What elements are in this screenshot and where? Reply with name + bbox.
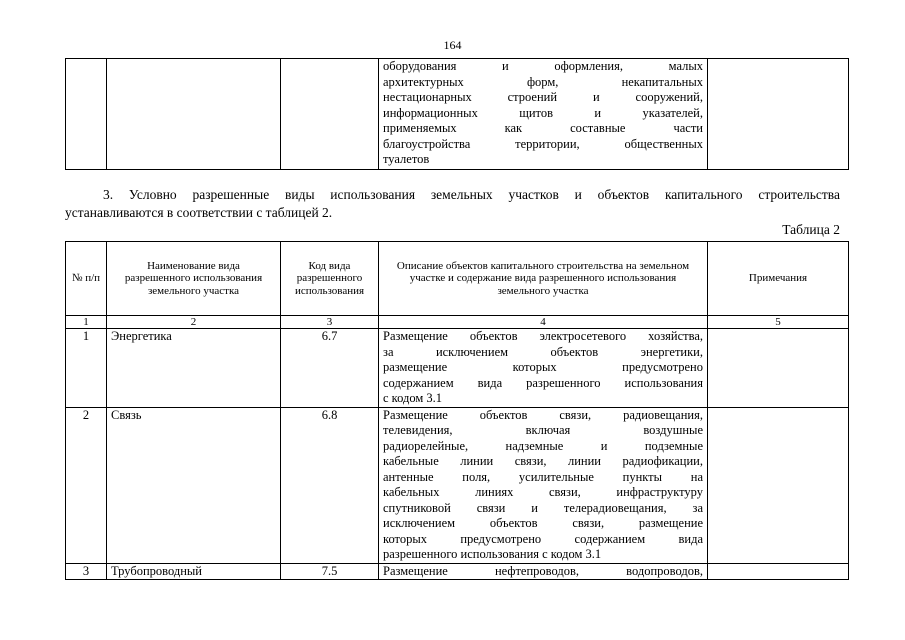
row-code: 6.8 [281, 407, 379, 563]
cont-description-cell [379, 59, 708, 170]
description-line: разрешенного использования с кодом 3.1 [383, 547, 602, 561]
row-code: 7.5 [281, 563, 379, 580]
row-notes [708, 407, 849, 563]
row-name: Энергетика [107, 329, 281, 408]
column-number: 4 [379, 316, 708, 329]
table-row [66, 407, 849, 563]
column-number: 1 [66, 316, 107, 329]
header-name: Наименование вида разрешенного использования земельного участка [107, 242, 281, 316]
column-number: 3 [281, 316, 379, 329]
description-line: туалетов [383, 152, 430, 166]
paragraph-line: устанавливаются в соответствии с таблицей 2. [65, 205, 333, 220]
description-line: которых предусмотрено содержанием вида [383, 531, 703, 546]
description-line: Размещение объектов связи, радиовещания, [383, 407, 703, 422]
description-line: нестационарных строений и сооружений, [383, 90, 703, 104]
column-number: 2 [107, 316, 281, 329]
row-name: Связь [107, 407, 281, 563]
description-line: телевидения, включая воздушные [383, 423, 703, 437]
description-line: благоустройства территории, общественных [383, 136, 703, 151]
header-code: Код вида разрешенного использования [281, 242, 379, 316]
row-code: 6.7 [281, 329, 379, 408]
table-row [66, 563, 849, 580]
row-notes [708, 563, 849, 580]
description-line: информационных щитов и указателей, [383, 105, 703, 120]
row-name: Трубопроводный [107, 563, 281, 580]
column-number: 5 [708, 316, 849, 329]
paragraph-3 [65, 186, 840, 222]
cont-num-cell [66, 59, 107, 170]
description-line: кабельные линии связи, линии радиофикации, [383, 454, 703, 468]
description-line: размещение которых предусмотрено [383, 360, 703, 374]
table-caption: Таблица 2 [782, 222, 840, 237]
description-line: архитектурных форм, некапитальных [383, 74, 703, 89]
row-notes [708, 329, 849, 408]
cont-name-cell [107, 59, 281, 170]
page-number: 164 [443, 38, 462, 52]
description-line: спутниковой связи и телерадиовещания, за [383, 500, 703, 515]
continuation-table [65, 58, 849, 170]
cont-code-cell [281, 59, 379, 170]
row-num: 3 [66, 563, 107, 580]
description-line: за исключением объектов энергетики, [383, 344, 703, 359]
row-num: 1 [66, 329, 107, 408]
description-line: оборудования и оформления, малых [383, 59, 703, 73]
row-num: 2 [66, 407, 107, 563]
description-line: с кодом 3.1 [383, 391, 443, 405]
description-line: исключением объектов связи, размещение [383, 516, 703, 530]
column-number-row [66, 316, 849, 329]
table-row [66, 329, 849, 408]
header-num: № п/п [66, 242, 107, 316]
table-2 [65, 241, 849, 580]
table-row [66, 59, 849, 170]
paragraph-line: 3. Условно разрешенные виды использования земельных участков и объектов капитального строительства [103, 187, 840, 202]
header-description: Описание объектов капитального строительства на земельном участке и содержание вида разрешенного использования земельного участка [379, 242, 708, 316]
description-line: антенные поля, усилительные пункты на [383, 469, 703, 484]
description-line: радиорелейные, надземные и подземные [383, 438, 703, 453]
description-line: Размещение объектов электросетевого хозяйства, [383, 329, 703, 343]
cont-notes-cell [708, 59, 849, 170]
description-line: кабельных линиях связи, инфраструктуру [383, 485, 703, 499]
row-description [379, 329, 708, 408]
header-notes: Примечания [708, 242, 849, 316]
row-description [379, 407, 708, 563]
description-line: Размещение нефтепроводов, водопроводов, [383, 563, 703, 578]
description-line: применяемых как составные части [383, 121, 703, 135]
row-description [379, 563, 708, 580]
description-line: содержанием вида разрешенного использования [383, 375, 703, 390]
table-header-row [66, 242, 849, 316]
